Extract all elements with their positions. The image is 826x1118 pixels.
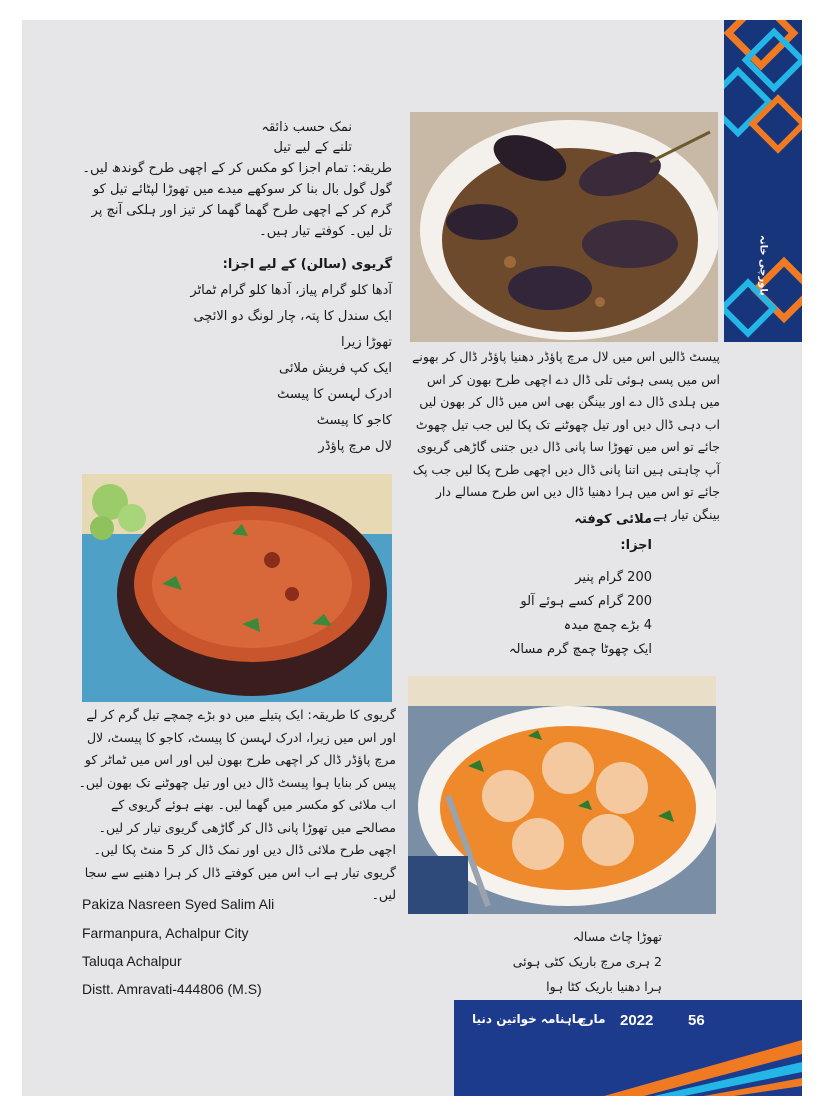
author-address-line: Taluqa Achalpur <box>82 953 182 969</box>
ingredient-line: 200 گرام کسے ہوئے آلو <box>520 594 652 609</box>
ingredients-label: اجزا: <box>620 538 652 553</box>
ingredient-line: تھوڑا چاٹ مسالہ <box>572 929 662 944</box>
section-label <box>722 210 802 320</box>
issue-month: مارچ <box>578 1012 606 1026</box>
ingredient-line: 200 گرام پنیر <box>575 570 652 585</box>
ingredient-line: ادرک لہسن کا پیسٹ <box>277 387 392 402</box>
brinjal-curry-photo <box>410 112 718 342</box>
gravy-ingredients <box>132 252 392 460</box>
malai-kofta-photo <box>408 676 716 914</box>
gravy-heading: گریوی (سالن) کے لیے اجزا: <box>222 257 392 272</box>
ingredient-line: ہرا دھنیا باریک کٹا ہوا <box>546 979 662 994</box>
gravy-bowl-photo <box>82 474 392 702</box>
ingredients-bottom <box>462 924 662 999</box>
ingredients-top <box>132 118 352 158</box>
ingredient-line: ایک چھوٹا چمچ گرم مسالہ <box>508 642 652 657</box>
ingredient-line: لال مرچ پاؤڈر <box>318 439 392 454</box>
ingredient-line: آدھا کلو گرام پیاز، آدھا کلو گرام ٹماٹر <box>190 283 392 298</box>
page-number: 56 <box>688 1012 705 1029</box>
cooking-paragraph: پیسٹ ڈالیں اس میں لال مرچ پاؤڈر دھنیا پاؤڈر ڈال کر بھونے اس میں پسی ہوئی تلی ڈال دے اچھی طرح بھون کر اس میں ہلدی ڈال دے اور بینگن بھی اس میں ڈال کر بھون لیں اب دہی ڈال دیں اور تیل چھوٹنے تک پکا لیں جب تیل چھوٹ جائے تو اس میں تھوڑا سا پانی ڈال دیں جتنی گاڑھی گریوی آپ چاہتی ہیں اتنا پانی ڈال دیں اچھی طرح پکا لیں جب پک جائے تو اس میں ہرا دھنیا ڈال دیں اس طرح مسالے دار بینگن تیار ہے۔ <box>412 349 720 522</box>
page-panel <box>22 20 802 1096</box>
recipe2-ingredients <box>452 566 652 662</box>
ingredient-line: ایک کپ فریش ملائی <box>279 361 392 376</box>
ingredient-line: نمک حسب ذائقہ <box>261 120 352 135</box>
ingredient-line: 4 بڑے چمچ میدہ <box>563 618 652 633</box>
gravy-method-paragraph: گریوی کا طریقہ: ایک پتیلے میں دو بڑے چمچے تیل گرم کر لے اور اس میں زیرا، ادرک لہسن کا پیسٹ، کاجو کا پیسٹ، لال مرچ پاؤڈر ڈال کر اچھی طرح بھون لیں اور اس میں ٹماٹر کو پیس کر بنایا ہوا پیسٹ ڈال دیں اور تیل چھوٹنے تک بھون لیں۔ اب ملائی کو مکسر میں گھما لیں۔ بھنے ہوئے گریوی کے مصالحے میں تھوڑا پانی ڈال کر گاڑھی گریوی تیار کر لیں۔ اچھی طرح ملائی ڈال دیں اور نمک ڈال کر 5 منٹ پکا لیں۔ گریوی تیار ہے اب اس میں کوفتے ڈال کر ہرا دھنیے سے سجا لیں۔ <box>78 707 396 902</box>
ingredient-line: 2 ہری مرچ باریک کٹی ہوئی <box>512 954 662 969</box>
magazine-name: ماہنامہ خواتین دنیا <box>472 1012 584 1026</box>
ingredient-line: ایک سندل کا پتہ، چار لونگ دو الائچی <box>193 309 392 324</box>
section-label-text: باورچی خانہ <box>757 234 769 296</box>
recipe-title: ملائی کوفتہ <box>574 512 652 527</box>
author-address-line: Distt. Amravati-444806 (M.S) <box>82 981 262 997</box>
issue-year: 2022 <box>620 1012 654 1029</box>
ingredient-line: کاجو کا پیسٹ <box>316 413 392 428</box>
ingredient-line: تلنے کے لیے تیل <box>273 140 352 155</box>
author-address-line: Farmanpura, Achalpur City <box>82 925 249 941</box>
author-name: Pakiza Nasreen Syed Salim Ali <box>82 896 275 912</box>
ingredient-line: تھوڑا زیرا <box>340 335 392 350</box>
method-paragraph: طریقہ: تمام اجزا کو مکس کر کے اچھی طرح گوندھ لیں۔ گول گول بال بنا کر سوکھے میدے میں تھوڑا لپٹائے تیل کو گرم کر کے اچھی طرح گھما گھما کر تیز اور ہلکی آنچ پر تل لیں۔ کوفتے تیار ہیں۔ <box>82 161 392 239</box>
